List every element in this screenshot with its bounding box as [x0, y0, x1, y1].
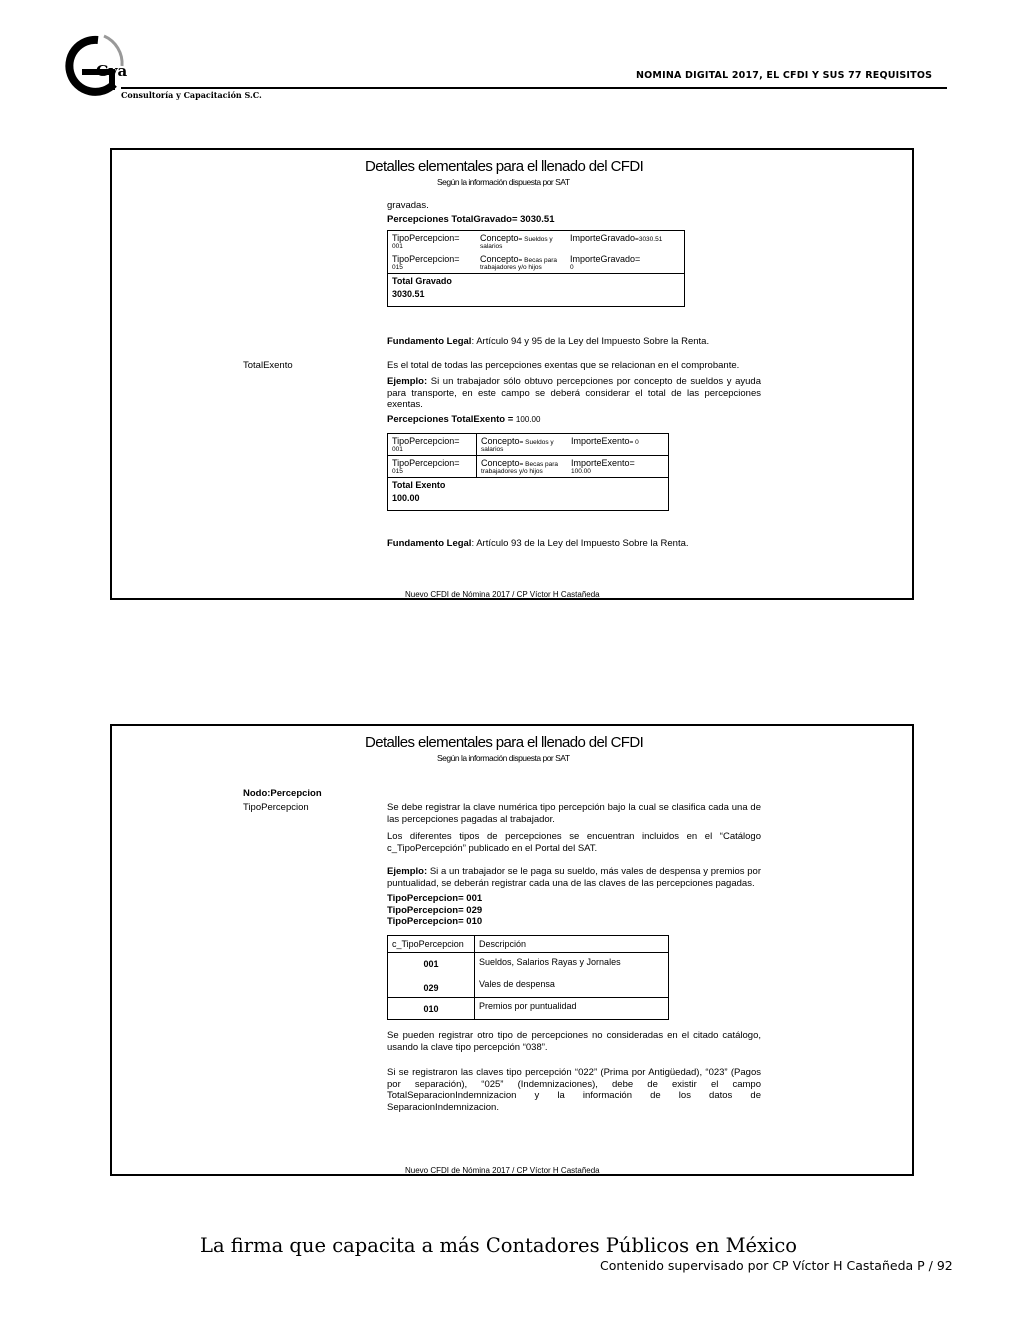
cell-concepto-value: salarios [481, 446, 504, 453]
cell-importe-value: 100.00 [571, 468, 591, 475]
cell-tipo-value: 001 [392, 243, 403, 250]
table-gravado [387, 230, 685, 307]
percepciones-total-gravado: Percepciones TotalGravado= 3030.51 [387, 214, 555, 225]
slide-2-title: Detalles elementales para el llenado del CFDI [365, 734, 644, 751]
fundamento-legal-2: Fundamento Legal: Artículo 93 de la Ley del Impuesto Sobre la Renta. [387, 538, 689, 549]
paragraph-3: Se pueden registrar otro tipo de percepciones no consideradas en el citado catálogo, usando la clave tipo percepción “038”. [387, 1030, 761, 1053]
table-row [388, 953, 669, 978]
catalog-desc: Premios por puntualidad [475, 998, 669, 1020]
table-row [388, 998, 669, 1020]
table-row [388, 977, 669, 998]
cell-tipo: TipoPercepcion= [392, 254, 460, 264]
ejemplo-2: Ejemplo: Si a un trabajador se le paga su sueldo, más vales de despensa y premios por puntualidad, se deberán registrar cada una de las claves de las percepciones pagadas. [387, 866, 761, 889]
total-exento-label: TotalExento [243, 360, 293, 371]
cell-importe: ImporteExento= 0 [571, 436, 639, 446]
tagline: La firma que capacita a más Contadores Públicos en México [200, 1234, 797, 1257]
slide-1-title: Detalles elementales para el llenado del CFDI [365, 158, 644, 175]
total-label: Total Gravado [392, 276, 452, 286]
cell-concepto-value: trabajadores y/o hijos [480, 264, 542, 271]
header-rule [121, 87, 947, 89]
percepciones-total-exento: Percepciones TotalExento = 100.00 [387, 414, 541, 425]
slide-1-subtitle: Según la información dispuesta por SAT [437, 177, 570, 187]
cell-tipo: TipoPercepcion= [392, 458, 460, 468]
catalog-code: 029 [388, 977, 475, 998]
total-exento-description: Es el total de todas las percepciones exentas que se relacionan en el comprobante. [387, 360, 740, 371]
document-title: NOMINA DIGITAL 2017, EL CFDI Y SUS 77 REQUISITOS [636, 70, 933, 81]
table-total-row [388, 478, 669, 511]
table-exento [387, 433, 669, 511]
logo-letters: Gva [96, 62, 128, 80]
slide-2-subtitle: Según la información dispuesta por SAT [437, 753, 570, 763]
cell-tipo: TipoPercepcion= [392, 233, 460, 243]
supervised-note: Contenido supervisado por CP Víctor H Castañeda P / 92 [600, 1258, 953, 1273]
column-header: c_TipoPercepcion [388, 936, 475, 953]
fundamento-legal-1: Fundamento Legal: Artículo 94 y 95 de la Ley del Impuesto Sobre la Renta. [387, 336, 710, 347]
paragraph-1: Se debe registrar la clave numérica tipo percepción bajo la cual se clasifica cada una de las percepciones pagadas al trabajador. [387, 802, 761, 825]
cell-concepto: Concepto= Becas para [481, 458, 559, 468]
slide-1 [110, 148, 914, 600]
catalog-code: 010 [388, 998, 475, 1020]
cell-tipo-value: 015 [392, 264, 403, 271]
cell-importe: ImporteGravado= [570, 254, 641, 264]
cell-concepto-value: salarios [480, 243, 503, 250]
total-value: 100.00 [392, 493, 420, 503]
slide-2-footer: Nuevo CFDI de Nómina 2017 / CP Víctor H Castañeda [405, 1166, 600, 1175]
table-row [388, 252, 685, 274]
catalog-desc: Vales de despensa [475, 977, 669, 998]
tipo-item: TipoPercepcion= 029 [387, 904, 483, 916]
logo-subtitle: Consultoría y Capacitación S.C. [121, 90, 262, 100]
table-row [388, 434, 669, 456]
cell-tipo-value: 015 [392, 468, 403, 475]
page-number: 92 [936, 1258, 953, 1273]
cell-concepto: Concepto= Sueldos y [481, 436, 554, 446]
table-header-row [388, 936, 669, 953]
tipo-item: TipoPercepcion= 001 [387, 893, 483, 904]
slide-1-footer: Nuevo CFDI de Nómina 2017 / CP Víctor H Castañeda [405, 590, 600, 599]
paragraph-4: Si se registraron las claves tipo percepción “022” (Prima por Antigüedad), “023” (Pagos por separación), “025” (Indemnizaciones), debe de existir el campo TotalSeparacionIndemnizacion y la información de los datos de SeparacionIndemnizacion. [387, 1067, 761, 1113]
column-header: Descripción [475, 936, 669, 953]
ejemplo-exento: Ejemplo: Si un trabajador sólo obtuvo percepciones por concepto de sueldos y ayuda para transporte, en este campo se deberá considerar el total de las percepciones exentas. [387, 376, 761, 410]
table-total-row [388, 274, 685, 307]
cell-importe-value: 0 [570, 264, 574, 271]
tipo-percepcion-label: TipoPercepcion [243, 802, 309, 813]
catalog-desc: Sueldos, Salarios Rayas y Jornales [475, 953, 669, 978]
cell-concepto-value: trabajadores y/o hijos [481, 468, 543, 475]
catalog-code: 001 [388, 953, 475, 978]
table-row [388, 456, 669, 478]
cell-tipo-value: 001 [392, 446, 403, 453]
catalog-table [387, 935, 669, 1020]
cell-concepto: Concepto= Sueldos y [480, 233, 553, 243]
nodo-label: Nodo:Percepcion [243, 788, 322, 799]
table-row [388, 231, 685, 253]
tipo-item: TipoPercepcion= 010 [387, 916, 483, 927]
paragraph-2: Los diferentes tipos de percepciones se encuentran incluidos en el “Catálogo c_TipoPercepción” publicado en el Portal del SAT. [387, 831, 761, 854]
cell-tipo: TipoPercepcion= [392, 436, 460, 446]
cell-importe: ImporteExento= [571, 458, 635, 468]
total-label: Total Exento [392, 480, 446, 490]
gravadas-tail: gravadas. [387, 200, 429, 211]
cell-importe: ImporteGravado=3030.51 [570, 233, 663, 243]
cell-concepto: Concepto= Becas para [480, 254, 558, 264]
total-value: 3030.51 [392, 289, 425, 299]
tipo-percepcion-list [387, 893, 482, 928]
slide-2 [110, 724, 914, 1176]
